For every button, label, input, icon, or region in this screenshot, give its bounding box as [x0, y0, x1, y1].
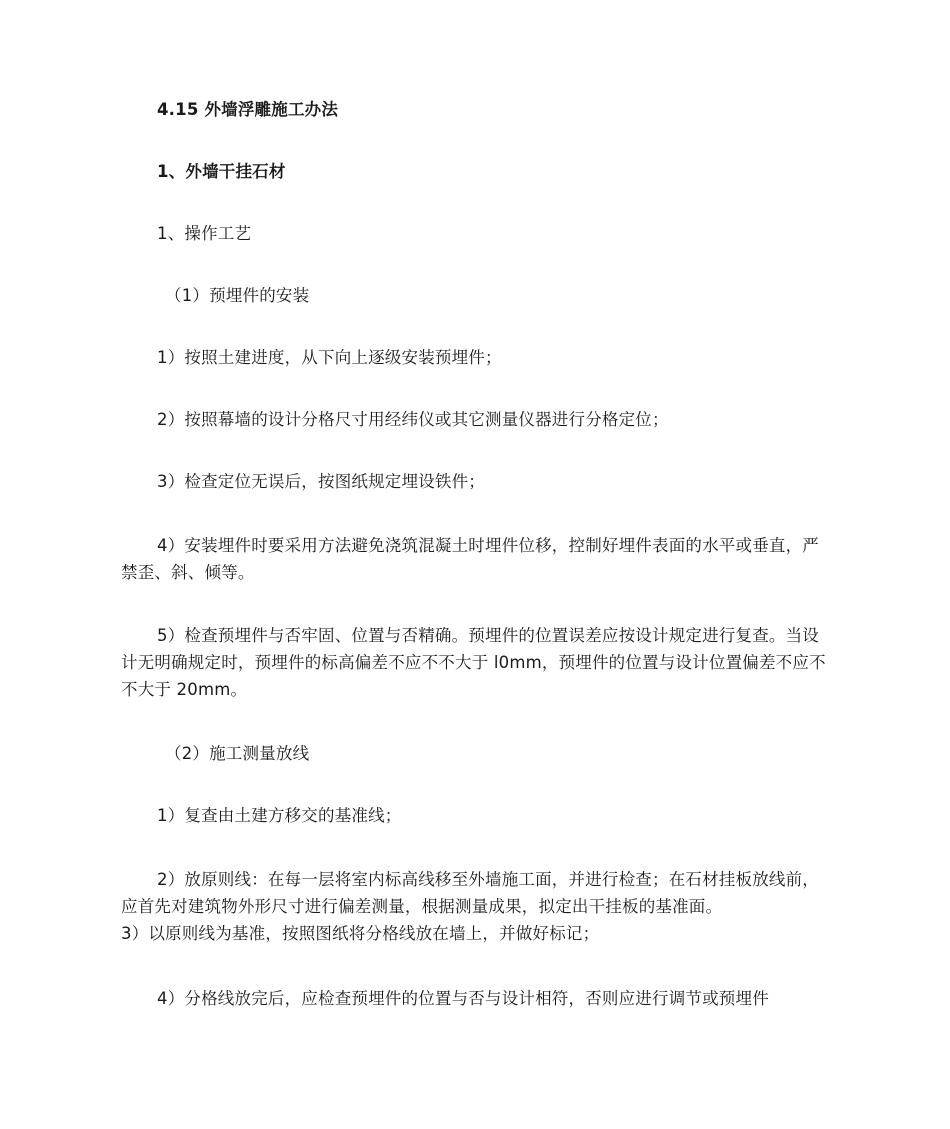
paragraph-p4: 4）安装埋件时要采用方法避免浇筑混凝土时埋件位移，控制好埋件表面的水平或垂直，严禁歪、斜、倾等。: [121, 536, 819, 582]
paragraph-q1: 1）复查由土建方移交的基准线；: [157, 806, 402, 825]
subsection-title: 1、外墙干挂石材: [157, 162, 286, 181]
part2-title: （2）施工测量放线: [165, 744, 310, 763]
paragraph-p5: 5）检查预埋件与否牢固、位置与否精确。预埋件的位置误差应按设计规定进行复查。当设计无明确规定时，预埋件的标高偏差不应不不大于 l0mm，预埋件的位置与设计位置偏差不应不不大于 20mm。: [121, 626, 826, 699]
paragraph-q2: 2）放原则线：在每一层将室内标高线移至外墙施工面，并进行检查；在石材挂板放线前，应首先对建筑物外形尺寸进行偏差测量，根据测量成果，拟定出干挂板的基准面。: [121, 870, 819, 916]
paragraph-q4: 4）分格线放完后，应检查预埋件的位置与否与设计相符，否则应进行调节或预埋件: [157, 989, 769, 1008]
paragraph-p2: 2）按照幕墙的设计分格尺寸用经纬仪或其它测量仪器进行分格定位；: [157, 410, 669, 429]
step-title: 1、操作工艺: [157, 224, 252, 243]
section-title: 4.15 外墙浮雕施工办法: [157, 100, 339, 119]
paragraph-q3: 3）以原则线为基准，按照图纸将分格线放在墙上，并做好标记；: [121, 924, 600, 943]
paragraph-p1: 1）按照土建进度，从下向上逐级安装预埋件；: [157, 348, 502, 367]
paragraph-p3: 3）检查定位无误后，按图纸规定埋设铁件；: [157, 472, 485, 491]
part1-title: （1）预埋件的安装: [165, 286, 310, 305]
